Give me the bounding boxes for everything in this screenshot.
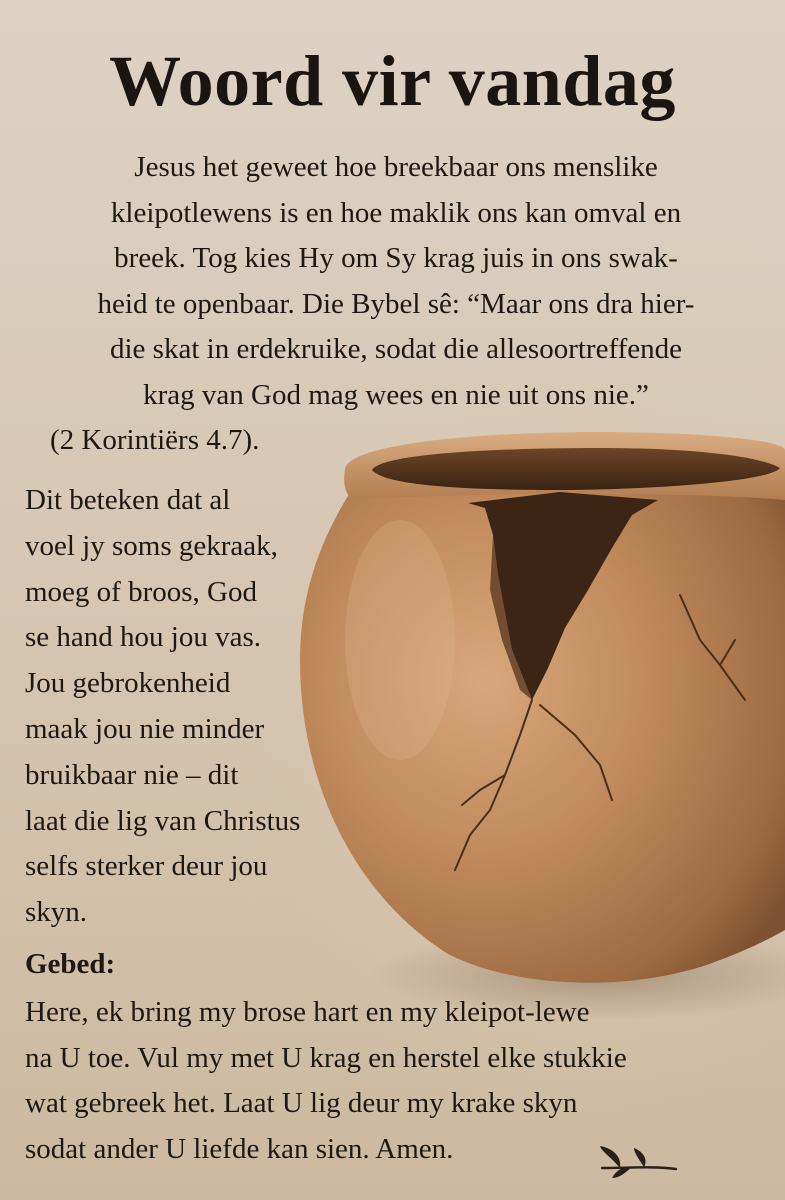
prayer-line: Here, ek bring my brose hart en my kleipot-lewe xyxy=(25,996,590,1028)
reflection-paragraph xyxy=(25,478,300,936)
page-title: Woord vir vandag xyxy=(109,41,676,121)
reflection-line: selfs sterker deur jou xyxy=(25,850,268,883)
intro-line: krag van God mag wees en nie uit ons nie.” xyxy=(143,378,649,411)
reflection-line: se hand hou jou vas. xyxy=(25,621,261,654)
reflection-line: maak jou nie minder xyxy=(25,712,265,745)
reflection-line: voel jy soms gekraak, xyxy=(25,529,278,562)
prayer-line: wat gebreek het. Laat U lig deur my krake skyn xyxy=(25,1087,578,1119)
intro-line: breek. Tog kies Hy om Sy krag juis in ons swak- xyxy=(114,242,678,274)
reflection-line: bruikbaar nie – dit xyxy=(25,758,239,791)
reflection-line: Jou gebrokenheid xyxy=(25,667,231,700)
intro-paragraph xyxy=(16,145,776,464)
reflection-line: moeg of broos, God xyxy=(25,575,257,608)
leaf-sprig-icon xyxy=(598,1138,680,1180)
intro-line: heid te openbaar. Die Bybel sê: “Maar ons dra hier- xyxy=(97,287,695,320)
intro-line: die skat in erdekruike, sodat die allesoortreffende xyxy=(110,333,682,365)
reflection-line: Dit beteken dat al xyxy=(25,484,231,516)
prayer-heading: Gebed: xyxy=(25,948,116,980)
intro-line: kleipotlewens is en hoe maklik ons kan omval en xyxy=(110,196,682,229)
scripture-reference: (2 Korintiërs 4.7). xyxy=(50,424,260,456)
reflection-line: laat die lig van Christus xyxy=(25,804,301,837)
prayer-paragraph xyxy=(25,990,627,1172)
prayer-line: na U toe. Vul my met U krag en herstel elke stukkie xyxy=(25,1041,627,1074)
reflection-line: skyn. xyxy=(25,896,88,929)
prayer-line: sodat ander U liefde kan sien. Amen. xyxy=(25,1132,454,1165)
intro-line: Jesus het geweet hoe breekbaar ons menslike xyxy=(134,151,658,183)
